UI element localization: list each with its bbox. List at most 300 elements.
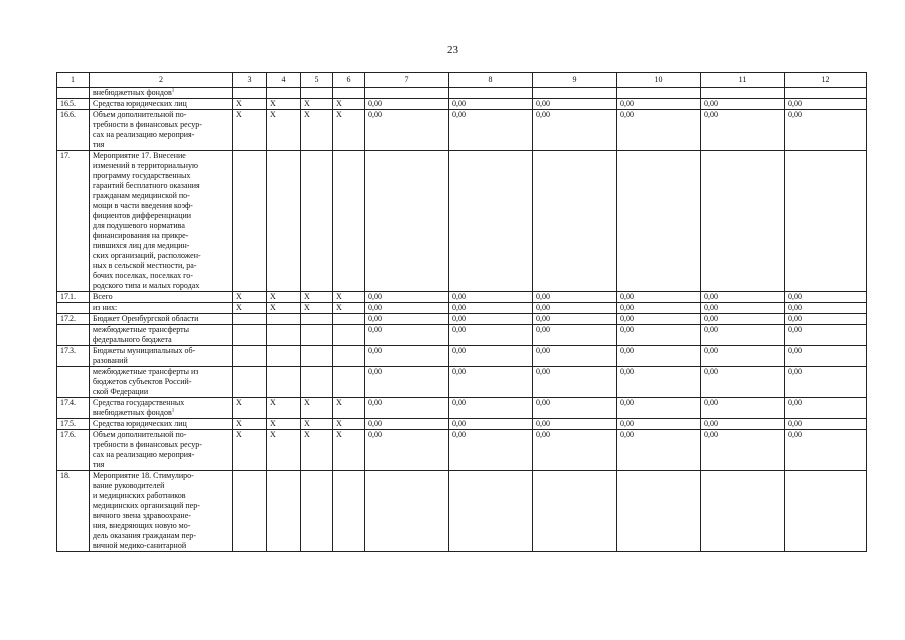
value-cell bbox=[701, 325, 785, 346]
header-cell: 10 bbox=[617, 73, 701, 88]
col3-mark bbox=[233, 419, 267, 430]
row-label bbox=[90, 471, 233, 552]
value-cell bbox=[365, 471, 449, 552]
value-cell bbox=[617, 367, 701, 398]
value-cell bbox=[701, 314, 785, 325]
value-cell-text: 0,00 bbox=[788, 367, 802, 376]
col5-mark bbox=[301, 367, 333, 398]
col6-mark bbox=[333, 419, 365, 430]
col5-mark bbox=[301, 325, 333, 346]
col4-mark-text: X bbox=[270, 292, 276, 301]
table-row bbox=[57, 325, 867, 346]
value-cell bbox=[701, 430, 785, 471]
value-cell-text: 0,00 bbox=[368, 346, 382, 355]
row-label-text: Мероприятие 18. Стимулиро- вание руководителей и медицинских работников медицинских организаций пер- вичного звена здравоохране- ния, внедряющих новую мо- дель оказания гражданам пер- вичной медико-санитарной bbox=[93, 471, 200, 550]
value-cell-text: 0,00 bbox=[536, 419, 550, 428]
value-cell-text: 0,00 bbox=[536, 367, 550, 376]
value-cell-text: 0,00 bbox=[704, 430, 718, 439]
col5-mark-text: X bbox=[304, 303, 310, 312]
value-cell-text: 0,00 bbox=[452, 314, 466, 323]
value-cell-text: 0,00 bbox=[620, 99, 634, 108]
value-cell bbox=[365, 325, 449, 346]
row-label bbox=[90, 419, 233, 430]
value-cell-text: 0,00 bbox=[788, 419, 802, 428]
value-cell-text: 0,00 bbox=[704, 314, 718, 323]
value-cell bbox=[449, 325, 533, 346]
table-row bbox=[57, 88, 867, 99]
value-cell-text: 0,00 bbox=[620, 367, 634, 376]
col5-mark bbox=[301, 88, 333, 99]
row-label bbox=[90, 325, 233, 346]
value-cell-text: 0,00 bbox=[788, 325, 802, 334]
value-cell-text: 0,00 bbox=[536, 292, 550, 301]
value-cell-text: 0,00 bbox=[704, 419, 718, 428]
value-cell bbox=[449, 314, 533, 325]
col4-mark-text: X bbox=[270, 110, 276, 119]
header-cell: 8 bbox=[449, 73, 533, 88]
header-cell: 9 bbox=[533, 73, 617, 88]
value-cell-text: 0,00 bbox=[368, 110, 382, 119]
row-label-text: Объем дополнительной по- требности в финансовых ресур- сах на реализацию мероприя- тия bbox=[93, 110, 202, 149]
value-cell bbox=[533, 292, 617, 303]
table-row bbox=[57, 346, 867, 367]
value-cell-text: 0,00 bbox=[368, 430, 382, 439]
value-cell bbox=[365, 151, 449, 292]
value-cell-text: 0,00 bbox=[452, 99, 466, 108]
value-cell-text: 0,00 bbox=[452, 419, 466, 428]
col5-mark bbox=[301, 430, 333, 471]
row-label-text: Мероприятие 17. Внесение изменений в территориальную программу государственных гарантий бесплатного оказания гражданам медицинской по- мощи в части введения коэф- фициентов дифференциации для подушевого норматива финансирования на прикре- пившихся лиц для медицин- ских организаций, расположен- ных в сельской местности, ра- бочих поселках, поселках го- родского типа и малых городах bbox=[93, 151, 201, 290]
col3-mark bbox=[233, 303, 267, 314]
header-cell: 12 bbox=[785, 73, 867, 88]
value-cell bbox=[785, 398, 867, 419]
value-cell bbox=[449, 303, 533, 314]
col3-mark bbox=[233, 99, 267, 110]
value-cell-text: 0,00 bbox=[368, 325, 382, 334]
value-cell bbox=[701, 346, 785, 367]
row-label-text: Объем дополнительной по- требности в финансовых ресур- сах на реализацию мероприя- тия bbox=[93, 430, 202, 469]
value-cell-text: 0,00 bbox=[704, 398, 718, 407]
value-cell-text: 0,00 bbox=[620, 430, 634, 439]
col4-mark bbox=[267, 110, 301, 151]
col3-mark bbox=[233, 430, 267, 471]
row-number-text: 17. bbox=[60, 151, 70, 160]
row-label bbox=[90, 151, 233, 292]
value-cell bbox=[533, 471, 617, 552]
value-cell bbox=[617, 303, 701, 314]
value-cell bbox=[617, 88, 701, 99]
value-cell bbox=[701, 419, 785, 430]
table-header-row bbox=[57, 73, 867, 88]
value-cell bbox=[449, 471, 533, 552]
value-cell-text: 0,00 bbox=[368, 398, 382, 407]
row-number bbox=[57, 151, 90, 292]
value-cell bbox=[449, 367, 533, 398]
value-cell-text: 0,00 bbox=[620, 110, 634, 119]
value-cell bbox=[365, 303, 449, 314]
col4-mark bbox=[267, 303, 301, 314]
row-number-text: 17.2. bbox=[60, 314, 76, 323]
value-cell bbox=[449, 419, 533, 430]
table-row bbox=[57, 151, 867, 292]
row-label-text: Средства юридических лиц bbox=[93, 419, 187, 428]
value-cell bbox=[449, 346, 533, 367]
row-label-text: Средства юридических лиц bbox=[93, 99, 187, 108]
value-cell bbox=[365, 346, 449, 367]
col4-mark-text: X bbox=[270, 430, 276, 439]
value-cell-text: 0,00 bbox=[536, 325, 550, 334]
col5-mark bbox=[301, 99, 333, 110]
value-cell-text: 0,00 bbox=[704, 325, 718, 334]
value-cell bbox=[617, 325, 701, 346]
value-cell-text: 0,00 bbox=[452, 325, 466, 334]
value-cell-text: 0,00 bbox=[452, 430, 466, 439]
value-cell-text: 0,00 bbox=[704, 99, 718, 108]
row-label-text: Бюджеты муниципальных об- разований bbox=[93, 346, 196, 365]
value-cell-text: 0,00 bbox=[368, 292, 382, 301]
value-cell bbox=[533, 99, 617, 110]
value-cell bbox=[785, 419, 867, 430]
value-cell bbox=[785, 346, 867, 367]
col4-mark bbox=[267, 292, 301, 303]
value-cell bbox=[785, 110, 867, 151]
page-number: 23 bbox=[447, 44, 458, 56]
row-number bbox=[57, 430, 90, 471]
row-number bbox=[57, 314, 90, 325]
col3-mark bbox=[233, 325, 267, 346]
table-row bbox=[57, 314, 867, 325]
value-cell bbox=[785, 314, 867, 325]
value-cell bbox=[449, 430, 533, 471]
row-label bbox=[90, 367, 233, 398]
value-cell bbox=[785, 88, 867, 99]
row-label-text: внебюджетных фондов bbox=[93, 88, 172, 97]
value-cell bbox=[533, 346, 617, 367]
value-cell-text: 0,00 bbox=[452, 398, 466, 407]
row-label-text: Бюджет Оренбургской области bbox=[93, 314, 199, 323]
value-cell bbox=[533, 314, 617, 325]
col6-mark bbox=[333, 325, 365, 346]
value-cell-text: 0,00 bbox=[788, 398, 802, 407]
value-cell bbox=[365, 419, 449, 430]
value-cell bbox=[785, 325, 867, 346]
value-cell bbox=[365, 292, 449, 303]
value-cell-text: 0,00 bbox=[452, 110, 466, 119]
value-cell-text: 0,00 bbox=[620, 292, 634, 301]
col4-mark bbox=[267, 88, 301, 99]
row-number-text: 17.4. bbox=[60, 398, 76, 407]
value-cell bbox=[701, 110, 785, 151]
value-cell bbox=[533, 325, 617, 346]
col6-mark-text: X bbox=[336, 419, 342, 428]
value-cell-text: 0,00 bbox=[452, 292, 466, 301]
col6-mark bbox=[333, 151, 365, 292]
value-cell bbox=[617, 430, 701, 471]
col5-mark-text: X bbox=[304, 419, 310, 428]
table-row bbox=[57, 430, 867, 471]
value-cell-text: 0,00 bbox=[452, 346, 466, 355]
value-cell bbox=[449, 99, 533, 110]
col5-mark-text: X bbox=[304, 430, 310, 439]
value-cell bbox=[701, 151, 785, 292]
row-label-text: из них: bbox=[93, 303, 118, 312]
col6-mark bbox=[333, 430, 365, 471]
row-label-text: Всего bbox=[93, 292, 113, 301]
col3-mark bbox=[233, 151, 267, 292]
value-cell-text: 0,00 bbox=[704, 346, 718, 355]
value-cell bbox=[785, 99, 867, 110]
col3-mark-text: X bbox=[236, 303, 242, 312]
header-cell: 4 bbox=[267, 73, 301, 88]
value-cell bbox=[701, 303, 785, 314]
col4-mark-text: X bbox=[270, 398, 276, 407]
col4-mark bbox=[267, 99, 301, 110]
value-cell bbox=[701, 88, 785, 99]
value-cell bbox=[785, 303, 867, 314]
value-cell bbox=[785, 367, 867, 398]
table-row bbox=[57, 398, 867, 419]
col4-mark bbox=[267, 314, 301, 325]
value-cell-text: 0,00 bbox=[704, 110, 718, 119]
value-cell bbox=[617, 151, 701, 292]
row-label bbox=[90, 303, 233, 314]
col3-mark-text: X bbox=[236, 419, 242, 428]
col4-mark-text: X bbox=[270, 303, 276, 312]
value-cell-text: 0,00 bbox=[788, 430, 802, 439]
table-row bbox=[57, 292, 867, 303]
value-cell bbox=[449, 110, 533, 151]
header-cell: 5 bbox=[301, 73, 333, 88]
value-cell bbox=[449, 292, 533, 303]
value-cell bbox=[617, 419, 701, 430]
col3-mark bbox=[233, 398, 267, 419]
value-cell-text: 0,00 bbox=[620, 303, 634, 312]
value-cell-text: 0,00 bbox=[368, 303, 382, 312]
value-cell-text: 0,00 bbox=[452, 367, 466, 376]
row-label-text: Средства государственных внебюджетных фондов bbox=[93, 398, 185, 417]
col5-mark bbox=[301, 303, 333, 314]
row-number bbox=[57, 471, 90, 552]
col5-mark bbox=[301, 346, 333, 367]
col6-mark-text: X bbox=[336, 398, 342, 407]
col3-mark bbox=[233, 367, 267, 398]
value-cell-text: 0,00 bbox=[368, 419, 382, 428]
value-cell-text: 0,00 bbox=[788, 99, 802, 108]
col5-mark-text: X bbox=[304, 292, 310, 301]
row-number bbox=[57, 325, 90, 346]
header-cell: 11 bbox=[701, 73, 785, 88]
row-number-text: 17.6. bbox=[60, 430, 76, 439]
value-cell-text: 0,00 bbox=[704, 303, 718, 312]
col3-mark bbox=[233, 346, 267, 367]
value-cell bbox=[533, 110, 617, 151]
value-cell bbox=[449, 151, 533, 292]
value-cell bbox=[449, 398, 533, 419]
value-cell-text: 0,00 bbox=[536, 303, 550, 312]
value-cell-text: 0,00 bbox=[536, 99, 550, 108]
row-label bbox=[90, 110, 233, 151]
col4-mark-text: X bbox=[270, 419, 276, 428]
table-row bbox=[57, 110, 867, 151]
value-cell bbox=[365, 88, 449, 99]
value-cell-text: 0,00 bbox=[368, 99, 382, 108]
row-number-text: 17.1. bbox=[60, 292, 76, 301]
col6-mark bbox=[333, 346, 365, 367]
col3-mark bbox=[233, 314, 267, 325]
col6-mark-text: X bbox=[336, 292, 342, 301]
value-cell bbox=[701, 99, 785, 110]
value-cell-text: 0,00 bbox=[536, 110, 550, 119]
value-cell bbox=[533, 398, 617, 419]
row-label bbox=[90, 346, 233, 367]
value-cell bbox=[785, 151, 867, 292]
value-cell-text: 0,00 bbox=[368, 367, 382, 376]
value-cell bbox=[617, 292, 701, 303]
value-cell bbox=[617, 110, 701, 151]
value-cell bbox=[365, 367, 449, 398]
col4-mark bbox=[267, 471, 301, 552]
value-cell-text: 0,00 bbox=[536, 398, 550, 407]
value-cell bbox=[617, 471, 701, 552]
row-label bbox=[90, 292, 233, 303]
col5-mark bbox=[301, 419, 333, 430]
col4-mark-text: X bbox=[270, 99, 276, 108]
col5-mark bbox=[301, 314, 333, 325]
row-number bbox=[57, 419, 90, 430]
col3-mark bbox=[233, 292, 267, 303]
value-cell-text: 0,00 bbox=[536, 430, 550, 439]
value-cell bbox=[449, 88, 533, 99]
value-cell-text: 0,00 bbox=[536, 346, 550, 355]
col6-mark bbox=[333, 471, 365, 552]
table-row bbox=[57, 471, 867, 552]
header-cell: 2 bbox=[90, 73, 233, 88]
table-row bbox=[57, 367, 867, 398]
col4-mark bbox=[267, 430, 301, 471]
row-number-text: 16.6. bbox=[60, 110, 76, 119]
row-number bbox=[57, 346, 90, 367]
value-cell-text: 0,00 bbox=[620, 314, 634, 323]
row-number-text: 16.5. bbox=[60, 99, 76, 108]
col6-mark-text: X bbox=[336, 430, 342, 439]
value-cell bbox=[365, 110, 449, 151]
col3-mark bbox=[233, 471, 267, 552]
value-cell bbox=[365, 430, 449, 471]
col6-mark bbox=[333, 99, 365, 110]
row-number-text: 17.3. bbox=[60, 346, 76, 355]
row-number bbox=[57, 398, 90, 419]
col5-mark bbox=[301, 398, 333, 419]
value-cell bbox=[785, 471, 867, 552]
col5-mark bbox=[301, 110, 333, 151]
col6-mark bbox=[333, 303, 365, 314]
col4-mark bbox=[267, 325, 301, 346]
col4-mark bbox=[267, 346, 301, 367]
value-cell-text: 0,00 bbox=[536, 314, 550, 323]
value-cell bbox=[533, 151, 617, 292]
table-row bbox=[57, 303, 867, 314]
col6-mark bbox=[333, 314, 365, 325]
row-number bbox=[57, 367, 90, 398]
col6-mark-text: X bbox=[336, 110, 342, 119]
col5-mark bbox=[301, 471, 333, 552]
value-cell bbox=[533, 303, 617, 314]
footnote-marker: 1 bbox=[171, 88, 175, 94]
header-cell: 3 bbox=[233, 73, 267, 88]
col6-mark-text: X bbox=[336, 303, 342, 312]
table-body bbox=[57, 73, 867, 552]
value-cell bbox=[785, 430, 867, 471]
col4-mark bbox=[267, 398, 301, 419]
col4-mark bbox=[267, 151, 301, 292]
value-cell bbox=[617, 398, 701, 419]
value-cell-text: 0,00 bbox=[788, 303, 802, 312]
row-number bbox=[57, 303, 90, 314]
col5-mark-text: X bbox=[304, 398, 310, 407]
value-cell-text: 0,00 bbox=[452, 303, 466, 312]
header-cell: 1 bbox=[57, 73, 90, 88]
value-cell bbox=[533, 430, 617, 471]
col3-mark-text: X bbox=[236, 110, 242, 119]
col6-mark bbox=[333, 367, 365, 398]
col3-mark-text: X bbox=[236, 99, 242, 108]
header-cell: 7 bbox=[365, 73, 449, 88]
value-cell-text: 0,00 bbox=[788, 346, 802, 355]
col3-mark-text: X bbox=[236, 398, 242, 407]
col5-mark bbox=[301, 151, 333, 292]
value-cell bbox=[785, 292, 867, 303]
col5-mark-text: X bbox=[304, 110, 310, 119]
budget-table bbox=[56, 72, 867, 552]
col3-mark-text: X bbox=[236, 292, 242, 301]
col5-mark-text: X bbox=[304, 99, 310, 108]
value-cell-text: 0,00 bbox=[788, 110, 802, 119]
value-cell-text: 0,00 bbox=[788, 292, 802, 301]
value-cell bbox=[533, 367, 617, 398]
value-cell-text: 0,00 bbox=[704, 367, 718, 376]
value-cell bbox=[701, 367, 785, 398]
col3-mark bbox=[233, 110, 267, 151]
value-cell bbox=[701, 292, 785, 303]
value-cell bbox=[365, 314, 449, 325]
col6-mark bbox=[333, 398, 365, 419]
value-cell-text: 0,00 bbox=[620, 346, 634, 355]
value-cell bbox=[617, 99, 701, 110]
value-cell-text: 0,00 bbox=[620, 325, 634, 334]
row-number bbox=[57, 99, 90, 110]
row-number-text: 18. bbox=[60, 471, 70, 480]
row-label bbox=[90, 99, 233, 110]
value-cell bbox=[701, 471, 785, 552]
row-label bbox=[90, 88, 233, 99]
col6-mark bbox=[333, 292, 365, 303]
row-number bbox=[57, 292, 90, 303]
row-number bbox=[57, 110, 90, 151]
row-label bbox=[90, 398, 233, 419]
value-cell bbox=[617, 314, 701, 325]
table-row bbox=[57, 419, 867, 430]
footnote-marker: 1 bbox=[171, 408, 175, 414]
value-cell bbox=[533, 419, 617, 430]
col4-mark bbox=[267, 419, 301, 430]
value-cell-text: 0,00 bbox=[620, 419, 634, 428]
col6-mark bbox=[333, 88, 365, 99]
value-cell bbox=[617, 346, 701, 367]
row-number bbox=[57, 88, 90, 99]
row-label-text: межбюджетные трансферты федерального бюджета bbox=[93, 325, 189, 344]
col3-mark bbox=[233, 88, 267, 99]
row-number-text: 17.5. bbox=[60, 419, 76, 428]
